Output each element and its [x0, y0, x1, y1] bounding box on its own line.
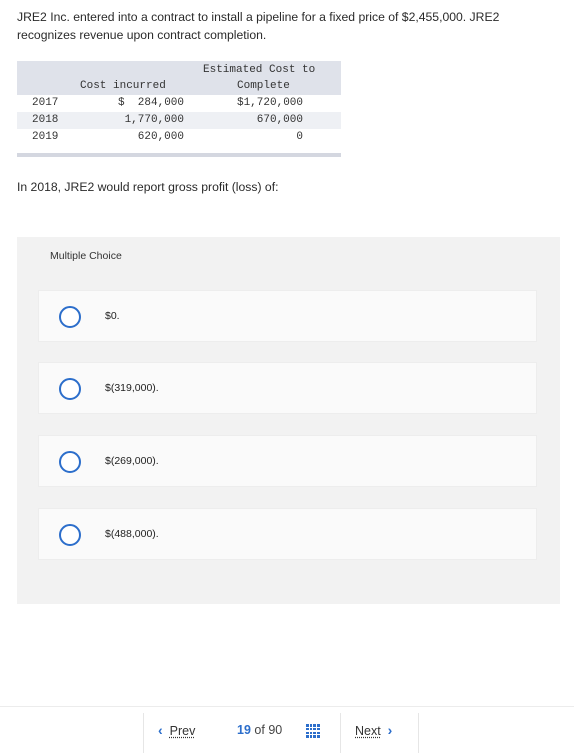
answer-text: $(269,000).: [105, 455, 159, 467]
table-row: [17, 112, 341, 129]
row-estimated: 670,000: [256, 114, 303, 126]
chevron-left-icon: ‹: [158, 722, 163, 738]
table-row: [17, 95, 341, 112]
question-prompt: In 2018, JRE2 would report gross profit (loss) of:: [17, 180, 279, 194]
answer-option-3[interactable]: [38, 435, 537, 487]
next-button[interactable]: [355, 722, 392, 738]
answer-text: $(488,000).: [105, 528, 159, 540]
chevron-right-icon: ›: [387, 722, 393, 738]
row-estimated: 0: [296, 131, 303, 143]
next-label: Next: [355, 724, 381, 738]
header-estimated-line1: Estimated Cost to: [203, 64, 316, 76]
current-page: 19: [237, 723, 251, 737]
row-cost: $ 284,000: [117, 97, 184, 109]
footer-divider: [143, 713, 144, 753]
header-estimated-line2: Complete: [237, 80, 290, 92]
prev-button[interactable]: [158, 722, 195, 738]
multiple-choice-label: Multiple Choice: [50, 250, 122, 262]
row-year: 2017: [32, 97, 59, 109]
answer-option-2[interactable]: [38, 362, 537, 414]
radio-button[interactable]: [59, 524, 81, 546]
radio-button[interactable]: [59, 378, 81, 400]
prev-label: Prev: [169, 724, 196, 738]
row-cost: 620,000: [137, 131, 184, 143]
of-label: of: [254, 723, 265, 737]
total-pages: 90: [268, 723, 283, 737]
pagination-footer: [0, 706, 574, 753]
radio-button[interactable]: [59, 306, 81, 328]
table-bottom-rule: [17, 153, 341, 157]
question-text: JRE2 Inc. entered into a contract to install a pipeline for a fixed price of $2,455,000. JRE2 recognizes revenue upon contract completion.: [17, 10, 500, 42]
grid-icon[interactable]: [306, 724, 320, 738]
page-indicator: [237, 723, 282, 737]
radio-button[interactable]: [59, 451, 81, 473]
table-header: [17, 61, 341, 95]
answer-text: $0.: [105, 310, 120, 322]
row-year: 2019: [32, 131, 59, 143]
footer-divider: [418, 713, 419, 753]
cost-table: [17, 61, 341, 157]
answer-text: $(319,000).: [105, 382, 159, 394]
row-estimated: $1,720,000: [236, 97, 303, 109]
multiple-choice-panel: [17, 237, 560, 604]
row-cost: 1,770,000: [124, 114, 184, 126]
footer-divider: [340, 713, 341, 753]
row-year: 2018: [32, 114, 59, 126]
header-cost-incurred: Cost incurred: [80, 80, 166, 92]
answer-option-4[interactable]: [38, 508, 537, 560]
table-row: [17, 129, 341, 146]
answer-option-1[interactable]: [38, 290, 537, 342]
